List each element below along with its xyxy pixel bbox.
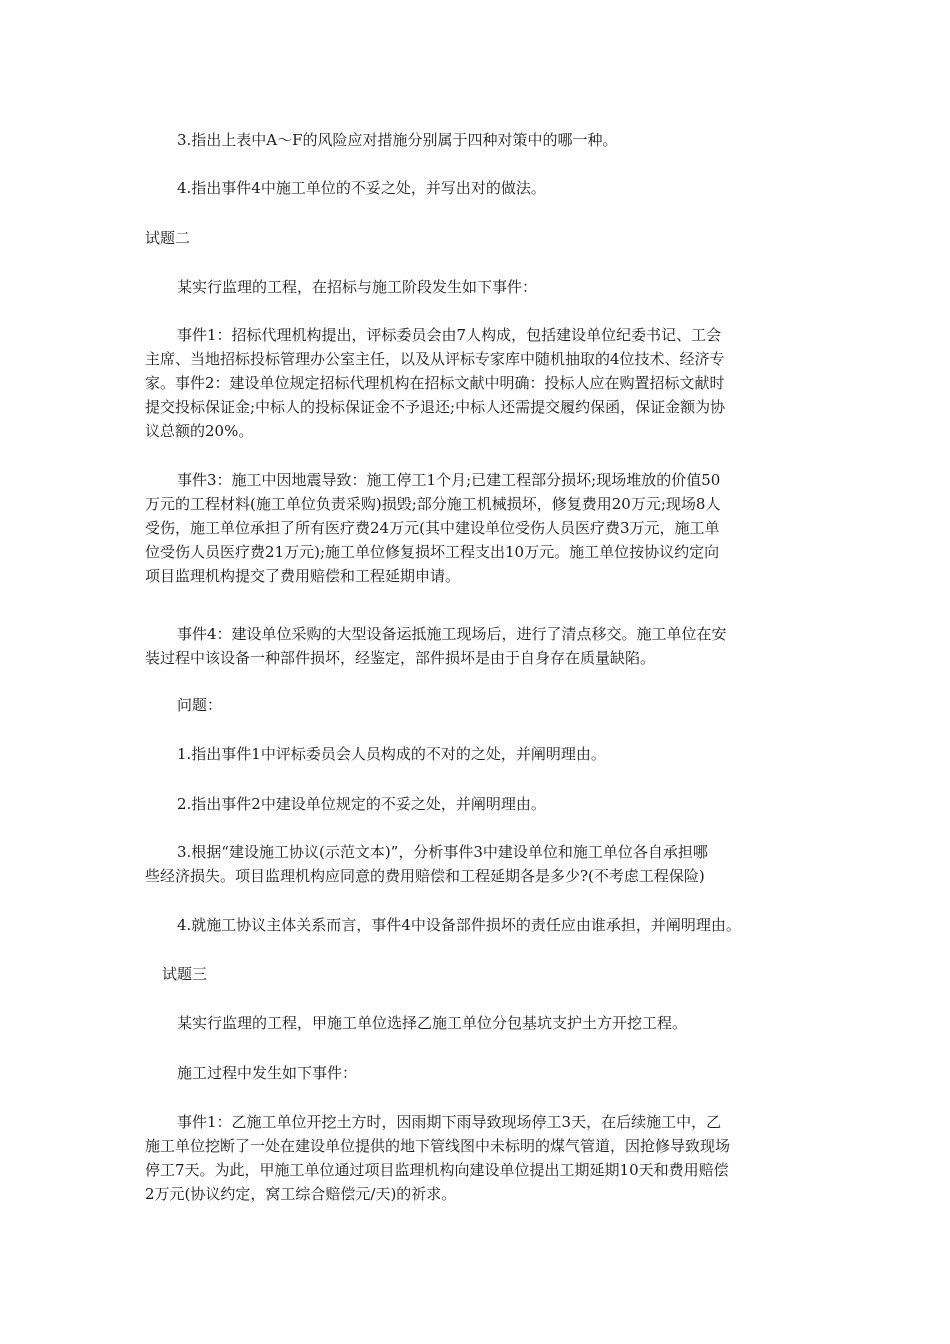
questions-heading: 问题： xyxy=(177,696,223,714)
event-2-line: 家。事件2：建设单位规定招标代理机构在招标文献中明确：投标人应在购置招标文献时 xyxy=(145,374,725,392)
event-3-line: 万元的工程材料(施工单位负责采购)损毁;部分施工机械损坏，修复费用20万元;现场8人 xyxy=(145,495,721,513)
events-intro: 施工过程中发生如下事件： xyxy=(177,1064,358,1082)
intro-paragraph: 某实行监理的工程，在招标与施工阶段发生如下事件： xyxy=(177,278,538,296)
event-3-line: 位受伤人员医疗费21万元);施工单位修复损坏工程支出10万元。施工单位按协议约定向 xyxy=(145,543,720,561)
event-4-line: 装过程中该设备一种部件损坏，经鉴定，部件损坏是由于自身存在质量缺陷。 xyxy=(145,649,656,667)
event-1-line: 施工单位挖断了一处在建设单位提供的地下管线图中未标明的煤气管道，因抢修导致现场 xyxy=(145,1137,731,1155)
event-1-line: 主席、当地招标投标管理办公室主任，以及从评标专家库中随机抽取的4位技术、经济专 xyxy=(145,350,725,368)
question-1-text: 1.指出事件1中评标委员会人员构成的不对的之处，并阐明理由。 xyxy=(177,745,606,763)
event-2-line: 提交投标保证金;中标人的投标保证金不予退还;中标人还需提交履约保函，保证金额为协 xyxy=(145,398,726,416)
question-4-text: 4.指出事件4中施工单位的不妥之处，并写出对的做法。 xyxy=(177,179,546,197)
question-3-text: 些经济损失。项目监理机构应同意的费用赔偿和工程延期各是多少?(不考虑工程保险) xyxy=(145,867,705,885)
event-1-line: 2万元(协议约定，窝工综合赔偿元/天)的祈求。 xyxy=(145,1185,457,1203)
intro-paragraph: 某实行监理的工程，甲施工单位选择乙施工单位分包基坑支护土方开挖工程。 xyxy=(177,1014,688,1032)
section-heading-2: 试题二 xyxy=(145,229,191,247)
event-1-line: 事件1：乙施工单位开挖土方时，因雨期下雨导致现场停工3天，在后续施工中，乙 xyxy=(177,1113,722,1131)
event-2-line: 议总额的20%。 xyxy=(145,422,254,440)
question-3-text: 3.指出上表中A～F的风险应对措施分别属于四种对策中的哪一种。 xyxy=(177,131,618,149)
event-3-line: 项目监理机构提交了费用赔偿和工程延期申请。 xyxy=(145,567,461,585)
event-4-line: 事件4：建设单位采购的大型设备运抵施工现场后，进行了清点移交。施工单位在安 xyxy=(177,625,727,643)
section-heading-3: 试题三 xyxy=(162,965,208,983)
question-3-text: 3.根据“建设施工协议(示范文本)”，分析事件3中建设单位和施工单位各自承担哪 xyxy=(177,843,708,861)
question-4-text: 4.就施工协议主体关系而言，事件4中设备部件损坏的责任应由谁承担，并阐明理由。 xyxy=(177,916,741,934)
event-1-line: 事件1：招标代理机构提出，评标委员会由7人构成，包括建设单位纪委书记、工会 xyxy=(177,326,722,344)
event-3-line: 事件3：施工中因地震导致：施工停工1个月;已建工程部分损坏;现场堆放的价值50 xyxy=(177,471,721,489)
event-3-line: 受伤，施工单位承担了所有医疗费24万元(其中建设单位受伤人员医疗费3万元，施工单 xyxy=(145,519,720,537)
event-1-line: 停工7天。为此，甲施工单位通过项目监理机构向建设单位提出工期延期10天和费用赔偿 xyxy=(145,1161,729,1179)
question-2-text: 2.指出事件2中建设单位规定的不妥之处，并阐明理由。 xyxy=(177,795,546,813)
